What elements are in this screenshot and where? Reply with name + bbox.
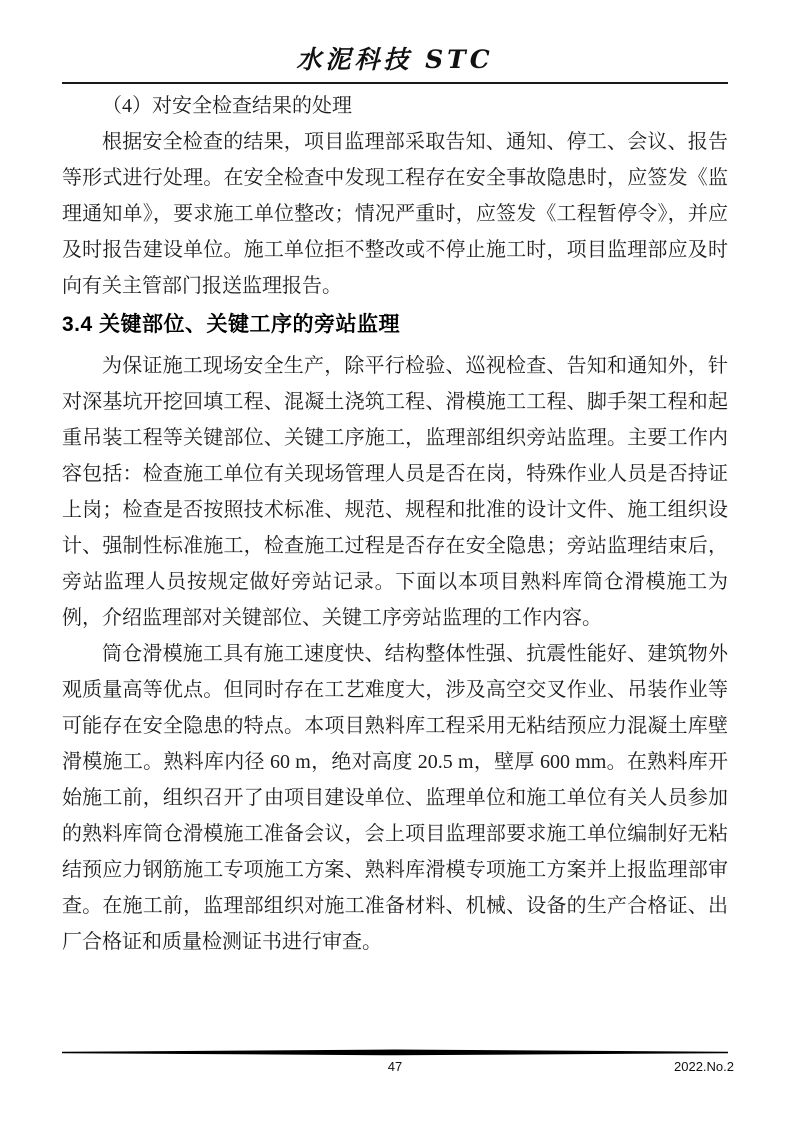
body-paragraph-2: 为保证施工现场安全生产，除平行检验、巡视检查、告知和通知外，针对深基坑开挖回填工程、混凝土浇筑工程、滑模施工工程、脚手架工程和起重吊装工程等关键部位、关键工序施工，监理部组织旁站监理。主要工作内容包括：检查施工单位有关现场管理人员是否在岗，特殊作业人员是否持证上岗；检查是否按照技术标准、规范、规程和批准的设计文件、施工组织设计、强制性标准施工，检查施工过程是否存在安全隐患；旁站监理结束后，旁站监理人员按规定做好旁站记录。下面以本项目熟料库筒仓滑模施工为例，介绍监理部对关键部位、关键工序旁站监理的工作内容。: [62, 355, 728, 629]
page-number: 47: [387, 1059, 403, 1074]
section-heading: 3.4 关键部位、关键工序的旁站监理: [62, 313, 401, 336]
body-paragraph-3: 筒仓滑模施工具有施工速度快、结构整体性强、抗震性能好、建筑物外观质量高等优点。但同时存在工艺难度大，涉及高空交叉作业、吊装作业等可能存在安全隐患的特点。本项目熟料库工程采用无粘结预应力混凝土库壁滑模施工。熟料库内径 60 m，绝对高度 20.5 m，壁厚 600 mm。在熟料库开始施工前，组织召开了由项目建设单位、监理单位和施工单位有关人员参加的熟料库筒仓滑模施工准备会议，会上项目监理部要求施工单位编制好无粘结预应力钢筋施工专项施工方案、熟料库滑模专项施工方案并上报监理部审查。在施工前，监理部组织对施工准备材料、机械、设备的生产合格证、出厂合格证和质量检测证书进行审查。: [62, 643, 728, 953]
issue-number: 2022.No.2: [674, 1059, 734, 1074]
body-paragraph-1: 根据安全检查的结果，项目监理部采取告知、通知、停工、会议、报告等形式进行处理。在安全检查中发现工程存在安全事故隐患时，应签发《监理通知单》，要求施工单位整改；情况严重时，应签发《工程暂停令》，并应及时报告建设单位。施工单位拒不整改或不停止施工时，项目监理部应及时向有关主管部门报送监理报告。: [62, 131, 728, 297]
footer-row: [62, 1058, 734, 1076]
footer-tapered-rule: [62, 1049, 728, 1056]
body-text: [62, 84, 728, 960]
page-footer: [62, 1049, 734, 1076]
journal-title: 水泥科技 STC: [296, 45, 494, 74]
subsection-title: （4）对安全检查结果的处理: [102, 95, 352, 117]
page-header: [62, 0, 728, 84]
